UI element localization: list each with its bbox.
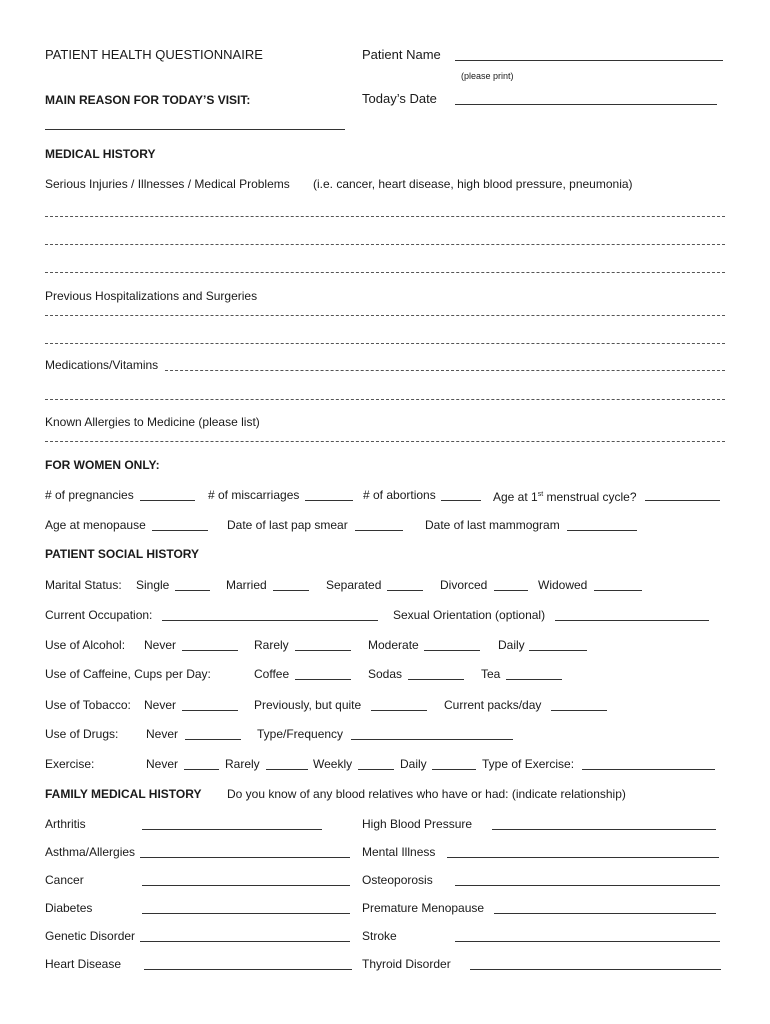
exercise-never-field[interactable] [184,769,219,770]
family-right-label: Thyroid Disorder [362,957,451,971]
exercise-rarely-label: Rarely [225,757,260,771]
single-field[interactable] [175,590,210,591]
exercise-daily-field[interactable] [432,769,476,770]
occupation-label: Current Occupation: [45,608,153,622]
tobacco-previously-field[interactable] [371,710,427,711]
family-history-prompt: Do you know of any blood relatives who have or had: (indicate relationship) [227,787,626,801]
widowed-label: Widowed [538,578,588,592]
family-left-field[interactable] [140,857,350,858]
serious-problems-line-3[interactable] [45,272,725,273]
family-left-label: Diabetes [45,901,93,915]
sodas-label: Sodas [368,667,403,681]
tea-label: Tea [481,667,501,681]
please-print-hint: (please print) [461,71,514,81]
first-menstrual-sup: st [537,491,544,498]
tobacco-never-field[interactable] [182,710,238,711]
first-menstrual-label [493,488,637,504]
first-menstrual-text: Age at 1 [493,490,538,504]
family-right-field[interactable] [494,913,716,914]
allergies-label: Known Allergies to Medicine (please list) [45,415,260,429]
patient-name-label: Patient Name [362,47,441,62]
married-label: Married [226,578,267,592]
exercise-rarely-field[interactable] [266,769,308,770]
exercise-weekly-label: Weekly [313,757,353,771]
family-left-label: Asthma/Allergies [45,845,136,859]
pap-smear-label: Date of last pap smear [227,518,348,532]
family-right-label: High Blood Pressure [362,817,473,831]
family-right-label: Osteoporosis [362,873,433,887]
single-label: Single [136,578,170,592]
widowed-field[interactable] [594,590,642,591]
first-menstrual-rest: menstrual cycle? [543,490,637,504]
family-left-field[interactable] [142,885,350,886]
pregnancies-label: # of pregnancies [45,488,134,502]
family-right-field[interactable] [455,941,720,942]
serious-problems-hint: (i.e. cancer, heart disease, high blood pressure, pneumonia) [313,177,633,191]
family-left-field[interactable] [144,969,352,970]
family-right-label: Mental Illness [362,845,436,859]
mammogram-label: Date of last mammogram [425,518,560,532]
orientation-field[interactable] [555,620,709,621]
tea-field[interactable] [506,679,562,680]
family-history-heading: FAMILY MEDICAL HISTORY [45,787,202,801]
coffee-label: Coffee [254,667,290,681]
packs-per-day-field[interactable] [551,710,607,711]
miscarriages-label: # of miscarriages [208,488,300,502]
occupation-field[interactable] [162,620,378,621]
tobacco-label: Use of Tobacco: [45,698,131,712]
alcohol-rarely-label: Rarely [254,638,289,652]
family-right-label: Premature Menopause [362,901,485,915]
marital-status-label: Marital Status: [45,578,122,592]
exercise-never-label: Never [146,757,179,771]
alcohol-daily-field[interactable] [529,650,587,651]
mammogram-field[interactable] [567,530,637,531]
pap-smear-field[interactable] [355,530,403,531]
drugs-type-frequency-label: Type/Frequency [257,727,344,741]
main-reason-field[interactable] [45,129,345,130]
alcohol-daily-label: Daily [498,638,525,652]
tobacco-never-label: Never [144,698,177,712]
family-left-label: Cancer [45,873,84,887]
exercise-label: Exercise: [45,757,95,771]
menopause-field[interactable] [152,530,208,531]
married-field[interactable] [273,590,309,591]
first-menstrual-field[interactable] [645,500,720,501]
packs-per-day-label: Current packs/day [444,698,542,712]
serious-problems-line-2[interactable] [45,244,725,245]
exercise-type-field[interactable] [582,769,715,770]
family-left-field[interactable] [142,829,322,830]
medications-label: Medications/Vitamins [45,358,159,372]
menopause-label: Age at menopause [45,518,146,532]
exercise-type-label: Type of Exercise: [482,757,575,771]
social-history-heading: PATIENT SOCIAL HISTORY [45,547,200,561]
family-left-field[interactable] [142,913,350,914]
medications-line-2[interactable] [45,399,725,400]
main-reason-label: MAIN REASON FOR TODAY’S VISIT: [45,93,251,107]
abortions-label: # of abortions [363,488,436,502]
exercise-weekly-field[interactable] [358,769,394,770]
todays-date-field[interactable] [455,104,717,105]
hospitalizations-label: Previous Hospitalizations and Surgeries [45,289,258,303]
family-right-label: Stroke [362,929,397,943]
family-left-label: Heart Disease [45,957,122,971]
separated-label: Separated [326,578,382,592]
women-only-heading: FOR WOMEN ONLY: [45,458,160,472]
hospitalizations-line-1[interactable] [45,315,725,316]
caffeine-label: Use of Caffeine, Cups per Day: [45,667,211,681]
alcohol-never-field[interactable] [182,650,238,651]
pregnancies-field[interactable] [140,500,195,501]
abortions-field[interactable] [441,500,481,501]
alcohol-rarely-field[interactable] [295,650,351,651]
family-left-field[interactable] [140,941,350,942]
form-title: PATIENT HEALTH QUESTIONNAIRE [45,47,263,62]
drugs-never-field[interactable] [185,739,241,740]
family-right-field[interactable] [447,857,719,858]
patient-name-field[interactable] [455,60,723,61]
todays-date-label: Today’s Date [362,91,437,106]
family-left-label: Arthritis [45,817,86,831]
family-right-field[interactable] [492,829,716,830]
family-right-field[interactable] [455,885,720,886]
coffee-field[interactable] [295,679,351,680]
family-right-field[interactable] [470,969,721,970]
serious-problems-label: Serious Injuries / Illnesses / Medical Problems [45,177,290,191]
family-left-label: Genetic Disorder [45,929,136,943]
medications-line-1[interactable] [165,370,725,371]
drugs-type-frequency-field[interactable] [351,739,513,740]
medical-history-heading: MEDICAL HISTORY [45,147,156,161]
alcohol-moderate-field[interactable] [424,650,480,651]
alcohol-label: Use of Alcohol: [45,638,126,652]
drugs-never-label: Never [146,727,179,741]
hospitalizations-line-2[interactable] [45,343,725,344]
exercise-daily-label: Daily [400,757,427,771]
sodas-field[interactable] [408,679,464,680]
divorced-field[interactable] [494,590,528,591]
tobacco-previously-label: Previously, but quite [254,698,362,712]
alcohol-never-label: Never [144,638,177,652]
miscarriages-field[interactable] [305,500,353,501]
divorced-label: Divorced [440,578,488,592]
allergies-line[interactable] [45,441,725,442]
alcohol-moderate-label: Moderate [368,638,419,652]
serious-problems-line-1[interactable] [45,216,725,217]
drugs-label: Use of Drugs: [45,727,119,741]
orientation-label: Sexual Orientation (optional) [393,608,546,622]
separated-field[interactable] [387,590,423,591]
